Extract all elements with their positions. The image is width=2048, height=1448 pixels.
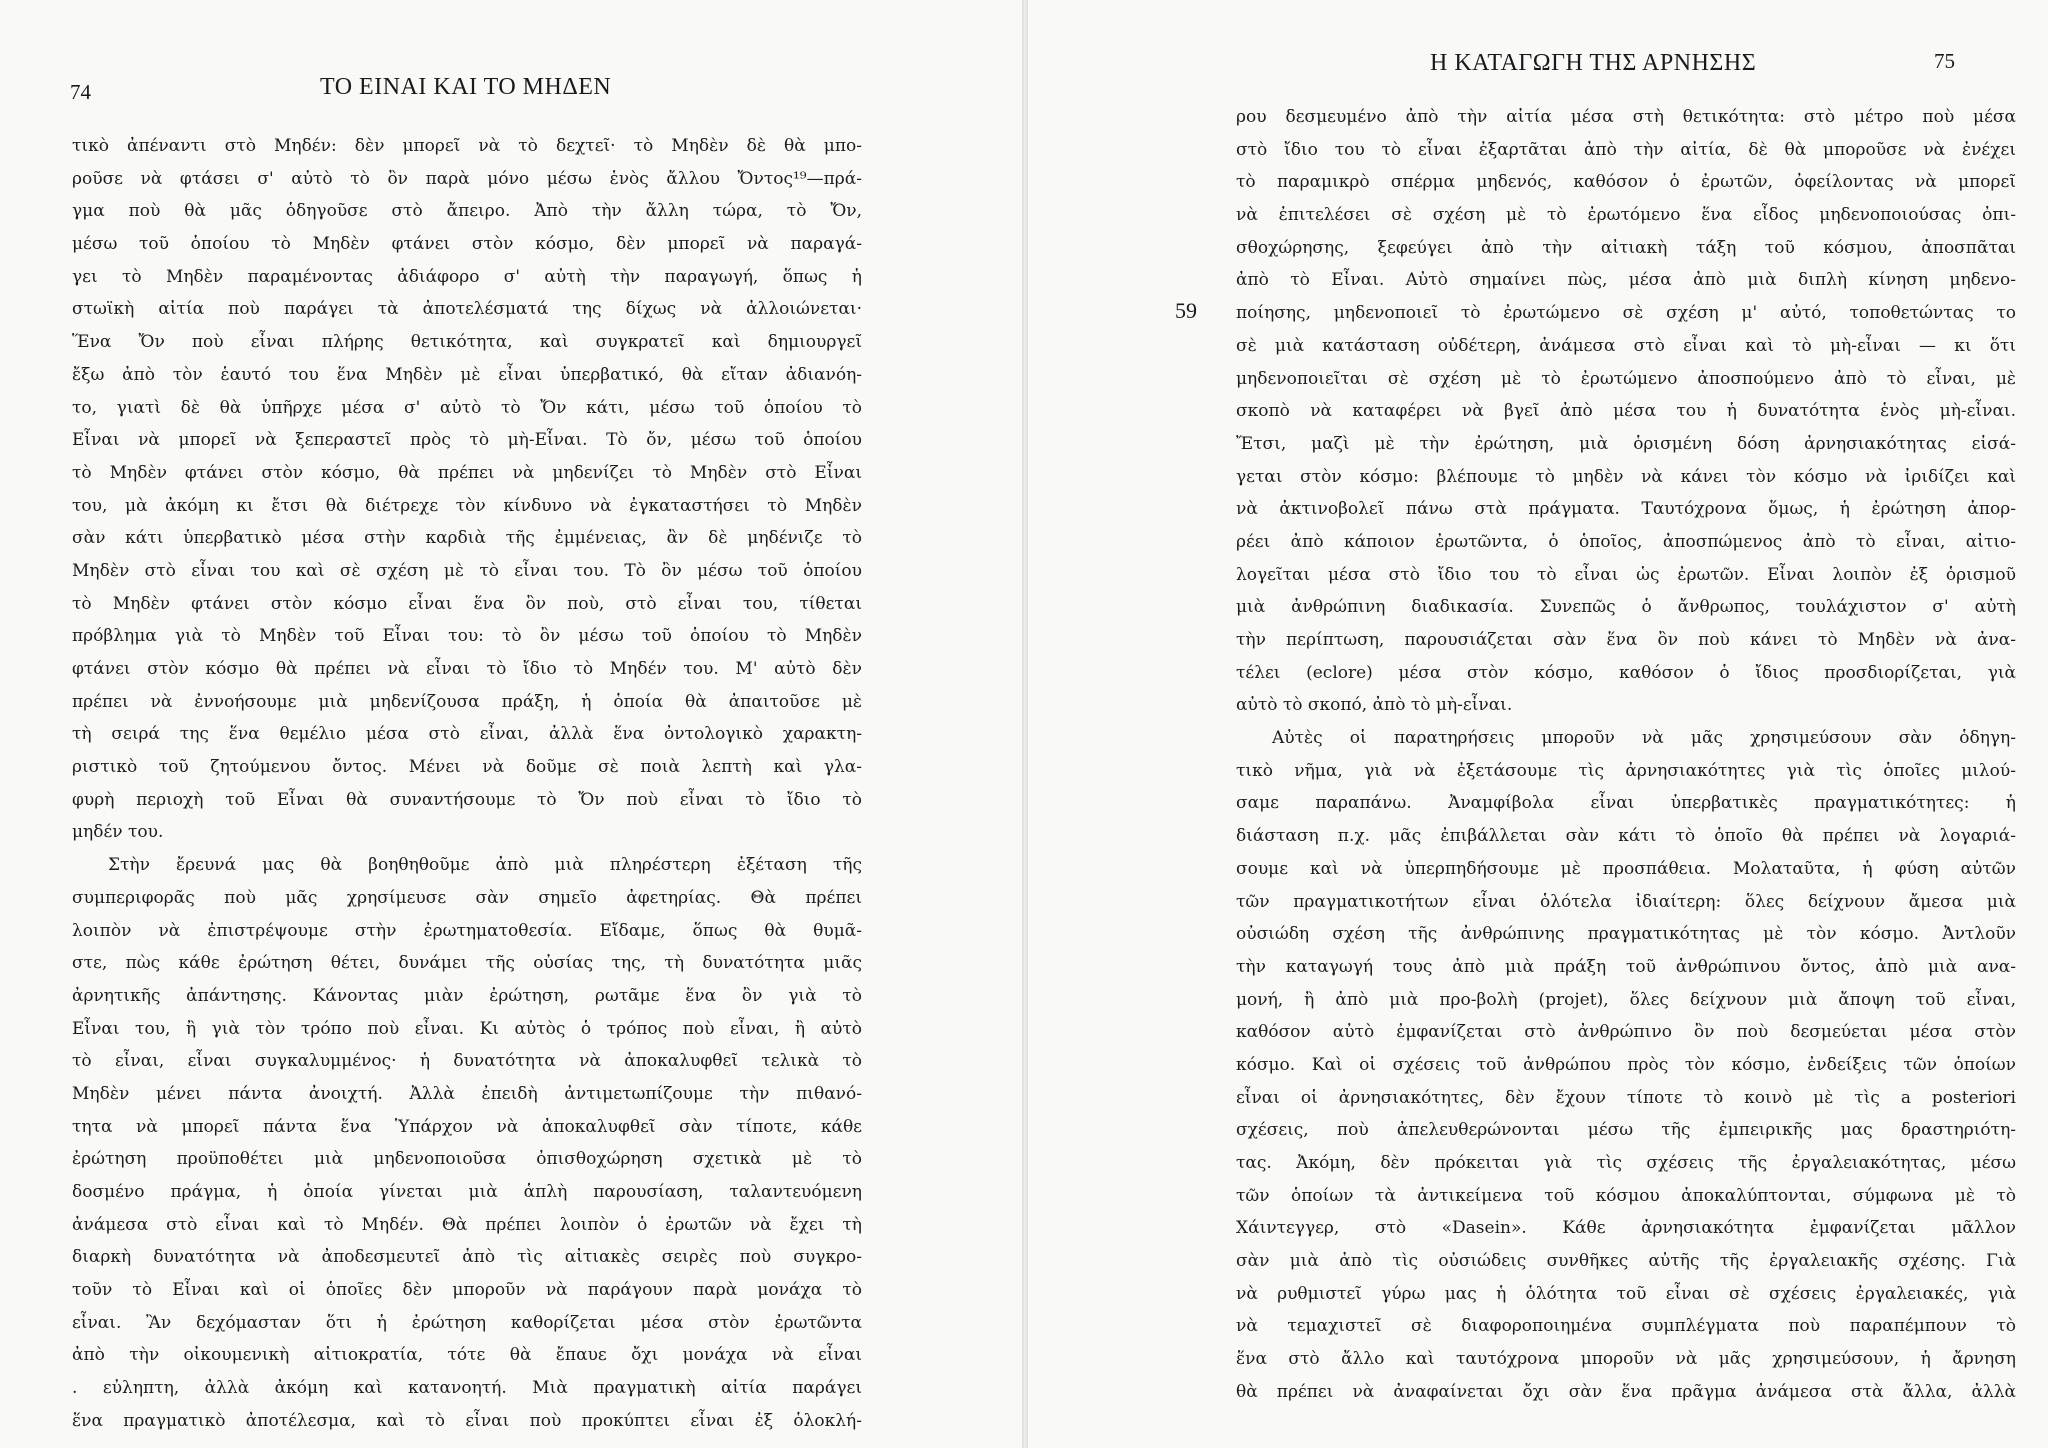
text-line: ροῦσε νὰ φτάσει σ' αὐτὸ τὸ ὂν παρὰ μόνο μέσω ἑνὸς ἄλλου Ὄντος¹⁹—πρά- [72,168,862,189]
text-line: μέσω τοῦ ὁποίου τὸ Μηδὲν φτάνει στὸν κόσμο, δὲν μπορεῖ νὰ παραγά- [72,234,862,255]
text-line: σὰν μιὰ ἀπὸ τὶς οὐσιώδεις συνθῆκες αὐτῆς τῆς ἐργαλειακῆς σχέσης. Γιὰ [1236,1251,2016,1272]
text-line: τὸ Μηδὲν φτάνει στὸν κόσμο εἶναι ἕνα ὂν ποὺ, στὸ εἶναι του, τίθεται [72,593,862,614]
text-line: μηδέν του. [72,822,164,843]
text-line: του, μὰ ἀκόμη κι ἔτσι θὰ διέτρεχε τὸν κίνδυνο νὰ ἐγκαταστήσει τὸ Μηδὲν [72,495,862,516]
text-line: τὸ παραμικρὸ σπέρμα μηδενός, καθόσον ὁ ἐρωτῶν, ὀφείλοντας νὰ μπορεῖ [1236,172,2016,193]
right-page [1034,0,2044,1448]
text-line: Ἔτσι, μαζὶ μὲ τὴν ἐρώτηση, μιὰ ὁρισμένη δόση ἀρνησιακότητας εἰσά- [1236,433,2016,454]
text-line: Ἕνα Ὄν ποὺ εἶναι πλήρης θετικότητα, καὶ συγκρατεῖ καὶ δημιουργεῖ [72,332,862,353]
text-line: ριστικὸ τοῦ ζητούμενου ὄντος. Μένει νὰ δοῦμε σὲ ποιὰ λεπτὴ καὶ γλα- [72,757,862,778]
text-line: ἀνάμεσα στὸ εἶναι καὶ τὸ Μηδέν. Θὰ πρέπει λοιπὸν ὁ ἐρωτῶν νὰ ἔχει τὴ [72,1214,862,1235]
page-number: 74 [70,80,91,104]
text-line: στε, πὼς κάθε ἐρώτηση θέτει, δυνάμει τῆς οὐσίας της, τὴ δυνατότητα μιᾶς [72,953,862,974]
text-line: τας. Ἀκόμη, δὲν πρόκειται γιὰ τὶς σχέσεις τῆς ἐργαλειακότητας, μέσω [1236,1153,2016,1173]
text-line: ἀπὸ τὴν οἰκουμενικὴ αἰτιοκρατία, τότε θὰ ἔπαυε ὄχι μονάχα νὰ εἶναι [72,1345,862,1366]
text-line: καθόσον αὐτὸ ἐμφανίζεται στὸ ἀνθρώπινο ὂν ποὺ δεσμεύεται μέσα στὸν [1236,1022,2016,1043]
text-line: ἐρώτηση προϋποθέτει μιὰ μηδενοποιοῦσα ὀπισθοχώρηση σχετικὰ μὲ τὸ [72,1149,862,1170]
text-line: νὰ ἀκτινοβολεῖ πάνω στὰ πράγματα. Ταυτόχρονα ὅμως, ἡ ἐρώτηση ἀπορ- [1236,499,2016,520]
text-line: εἶναι οἱ ἀρνησιακότητες, δὲν ἔχουν τίποτε τὸ κοινὸ μὲ τὶς a posteriori [1236,1087,2016,1108]
text-line: Μηδὲν μένει πάντα ἀνοιχτή. Ἀλλὰ ἐπειδὴ ἀντιμετωπίζουμε τὴν πιθανό- [72,1083,862,1104]
running-head: Η ΚΑΤΑΓΩΓΗ ΤΗΣ ΑΡΝΗΣΗΣ [1430,50,1757,76]
text-line: τικὸ νῆμα, γιὰ νὰ ἐξετάσουμε τὶς ἀρνησιακότητες γιὰ τὶς ὁποῖες μιλού- [1236,760,2016,781]
text-line: σθοχώρησης, ξεφεύγει ἀπὸ τὴν αἰτιακὴ τάξη τοῦ κόσμου, ἀποσπᾶται [1236,237,2016,258]
text-line: ἕνα στὸ ἄλλο καὶ ταυτόχρονα μποροῦν νὰ μᾶς χρησιμεύσουν, ἡ ἄρνηση [1236,1349,2016,1370]
text-line: στὸ ἴδιο του τὸ εἶναι ἐξαρτᾶται ἀπὸ τὴν αἰτία, δὲ θὰ μποροῦσε νὰ ἐνέχει [1236,139,2016,160]
text-line: Εἶναι του, ἢ γιὰ τὸν τρόπο ποὺ εἶναι. Κι αὐτὸς ὁ τρόπος ποὺ εἶναι, ἢ αὐτὸ [72,1018,862,1039]
text-line: νὰ τεμαχιστεῖ σὲ διαφοροποιημένα συμπλέγματα ποὺ παραπέμπουν τὸ [1236,1316,2016,1337]
text-line: ρου δεσμευμένο ἀπὸ τὴν αἰτία μέσα στὴ θετικότητα: στὸ μέτρο ποὺ μέσα [1236,107,2016,127]
text-line: Μηδὲν στὸ εἶναι του καὶ σὲ σχέση μὲ τὸ εἶναι του. Τὸ ὂν μέσω τοῦ ὁποίου [72,560,862,581]
text-line: τὸ εἶναι, εἶναι συγκαλυμμένος· ἡ δυνατότητα νὰ ἀποκαλυφθεῖ τελικὰ τὸ [72,1051,862,1072]
text-line: κόσμο. Καὶ οἱ σχέσεις τοῦ ἀνθρώπου πρὸς τὸν κόσμο, ἐνδείξεις τῶν ὁποίων [1236,1054,2016,1075]
text-line: θὰ πρέπει νὰ ἀναφαίνεται ὄχι σὰν ἕνα πρᾶγμα ἀνάμεσα στὰ ἄλλα, ἀλλὰ [1236,1381,2016,1402]
text-line: οὐσιώδη σχέση τῆς ἀνθρώπινης πραγματικότητας μὲ τὸν κόσμο. Ἀντλοῦν [1236,924,2016,945]
text-line: τῶν ὁποίων τὰ ἀντικείμενα τοῦ κόσμου ἀποκαλύπτονται, σύμφωνα μὲ τὸ [1236,1185,2016,1206]
text-line: τὴν περίπτωση, παρουσιάζεται σὰν ἕνα ὂν ποὺ κάνει τὸ Μηδὲν νὰ ἀνα- [1236,630,2016,650]
page-number: 75 [1934,49,1955,73]
running-head: ΤΟ ΕΙΝΑΙ ΚΑΙ ΤΟ ΜΗΔΕΝ [320,74,612,100]
text-line: . εὐληπτη, ἀλλὰ ἀκόμη καὶ κατανοητή. Μιὰ πραγματικὴ αἰτία παράγει [72,1378,862,1399]
text-line: πρόβλημα γιὰ τὸ Μηδὲν τοῦ Εἶναι του: τὸ ὂν μέσω τοῦ ὁποίου τὸ Μηδὲν [72,626,862,647]
text-line: γεται στὸν κόσμο: βλέπουμε τὸ μηδὲν νὰ κάνει τὸν κόσμο νὰ ἰριδίζει καὶ [1236,466,2016,487]
text-line: φτάνει στὸν κόσμο θὰ πρέπει νὰ εἶναι τὸ ἴδιο τὸ Μηδέν του. Μ' αὐτὸ δὲν [72,659,862,679]
text-line: αὐτὸ τὸ σκοπό, ἀπὸ τὸ μὴ-εἶναι. [1236,695,1513,716]
text-line: σχέσεις, ποὺ ἀπελευθερώνονται μέσω τῆς ἐμπειρικῆς μας δραστηριότη- [1236,1120,2016,1141]
text-line: Εἶναι νὰ μπορεῖ νὰ ξεπεραστεῖ πρὸς τὸ μὴ-Εἶναι. Τὸ ὄν, μέσω τοῦ ὁποίου [72,430,862,451]
body-text [1236,101,2016,1409]
text-line: λογεῖται μέσα στὸ ἴδιο του τὸ εἶναι ὡς ἐρωτῶν. Εἶναι λοιπὸν ἐξ ὁρισμοῦ [1236,564,2016,585]
text-line: τὸ Μηδὲν φτάνει στὸν κόσμο, θὰ πρέπει νὰ μηδενίζει τὸ Μηδὲν στὸ Εἶναι [72,462,862,483]
text-line: συμπεριφορᾶς ποὺ μᾶς χρησίμευσε σὰν σημεῖο ἀφετηρίας. Θὰ πρέπει [72,887,862,908]
text-line: νὰ ἐπιτελέσει σὲ σχέση μὲ τὸ ἐρωτόμενο ἕνα εἶδος μηδενοποιούσας ὀπι- [1236,205,2016,226]
text-line: πρέπει νὰ ἐννοήσουμε μιὰ μηδενίζουσα πράξη, ἡ ὁποία θὰ ἀπαιτοῦσε μὲ [72,691,862,712]
text-line: ρέει ἀπὸ κάποιον ἐρωτῶντα, ὁ ὁποῖος, ἀποσπώμενος ἀπὸ τὸ εἶναι, αἰτιο- [1236,531,2016,552]
text-line: Χάιντεγγερ, στὸ «Dasein». Κάθε ἀρνησιακότητα ἐμφανίζεται μᾶλλον [1236,1218,2016,1239]
text-line: Αὐτὲς οἱ παρατηρήσεις μποροῦν νὰ μᾶς χρησιμεύσουν σὰν ὁδηγη- [1272,728,2016,749]
text-line: τέλει (eclore) μέσα στὸν κόσμο, καθόσον ὁ ἴδιος προσδιορίζεται, γιὰ [1236,662,2016,683]
text-line: Στὴν ἔρευνά μας θὰ βοηθηθοῦμε ἀπὸ μιὰ πληρέστερη ἐξέταση τῆς [108,855,862,876]
text-line: σὰν κάτι ὑπερβατικὸ μέσα στὴν καρδιὰ τῆς ἐμμένειας, ἂν δὲ μηδένιζε τὸ [72,528,862,549]
book-gutter [1022,0,1028,1448]
text-line: ποίησης, μηδενοποιεῖ τὸ ἐρωτώμενο σὲ σχέση μ' αὐτό, τοποθετώντας το [1236,303,2016,324]
text-line: γμα ποὺ θὰ μᾶς ὁδηγοῦσε στὸ ἄπειρο. Ἀπὸ τὴν ἄλλη τώρα, τὸ Ὄν, [72,201,862,222]
text-line: νὰ ρυθμιστεῖ γύρω μας ἡ ὁλότητα τοῦ εἶναι σὲ σχέσεις ἐργαλειακές, γιὰ [1236,1283,2016,1304]
text-line: γει τὸ Μηδὲν παραμένοντας ἀδιάφορο σ' αὐτὴ τὴν παραγωγή, ὅπως ἡ [72,266,862,287]
text-line: σκοπὸ νὰ καταφέρει νὰ βγεῖ ἀπὸ μέσα του ἡ δυνατότητα ἑνὸς μὴ-εἶναι. [1236,401,2016,422]
text-line: στωϊκὴ αἰτία ποὺ παράγει τὰ ἀποτελέσματά της δίχως νὰ ἀλλοιώνεται· [72,299,862,320]
text-line: ἀπὸ τὸ Εἶναι. Αὐτὸ σημαίνει πὼς, μέσα ἀπὸ μιὰ διπλὴ κίνηση μηδενο- [1236,270,2016,291]
text-line: το, γιατὶ δὲ θὰ ὑπῆρχε μέσα σ' αὐτὸ τὸ Ὄν κάτι, μέσω τοῦ ὁποίου τὸ [72,397,862,418]
text-line: φυρὴ περιοχὴ τοῦ Εἶναι θὰ συναντήσουμε τὸ Ὄν ποὺ εἶναι τὸ ἴδιο τὸ [72,789,862,810]
text-line: τῶν πραγματικοτήτων εἶναι ὁλότελα ἰδιαίτερη: ὅλες δείχνουν ἄμεσα μιὰ [1236,891,2016,912]
text-line: μονή, ἢ ἀπὸ μιὰ προ-βολὴ (projet), ὅλες δείχνουν μιὰ ἄποψη τοῦ εἶναι, [1236,989,2016,1010]
margin-reference-number: 59 [1175,298,1197,323]
text-line: τὴ σειρά της ἕνα θεμέλιο μέσα στὸ εἶναι, ἀλλὰ ἕνα ὀντολογικὸ χαρακτη- [72,724,862,745]
text-line: σαμε παραπάνω. Ἀναμφίβολα εἶναι ὑπερβατικὲς πραγματικότητες: ἡ [1236,793,2016,814]
text-line: μιὰ ἀνθρώπινη διαδικασία. Συνεπῶς ὁ ἄνθρωπος, τουλάχιστον σ' αὐτὴ [1236,597,2016,618]
text-line: ἀρνητικῆς ἀπάντησης. Κάνοντας μιὰν ἐρώτηση, ρωτᾶμε ἕνα ὂν γιὰ τὸ [72,985,862,1006]
text-line: σὲ μιὰ κατάσταση οὐδέτερη, ἀνάμεσα στὸ εἶναι καὶ τὸ μὴ-εἶναι — κι ὅτι [1236,335,2016,356]
text-line: τητα νὰ μπορεῖ πάντα ἕνα Ὑπάρχον νὰ ἀποκαλυφθεῖ σὰν τίποτε, κάθε [72,1116,862,1137]
text-line: λοιπὸν νὰ ἐπιστρέψουμε στὴν ἐρωτηματοθεσία. Εἴδαμε, ὅπως θὰ θυμᾶ- [72,920,862,941]
text-line: ἔξω ἀπὸ τὸν ἑαυτό του ἕνα Μηδὲν μὲ εἶναι ὑπερβατικό, θὰ εἴταν ἀδιανόη- [72,364,862,385]
text-line: τὴν καταγωγή τους ἀπὸ μιὰ πράξη τοῦ ἀνθρώπινου ὄντος, ἀπὸ μιὰ ανα- [1236,956,2016,977]
text-line: ἕνα πραγματικὸ ἀποτέλεσμα, καὶ τὸ εἶναι ποὺ προκύπτει εἶναι ἐξ ὁλοκλή- [72,1410,862,1431]
left-page [0,0,1010,1448]
body-text [72,130,862,1438]
text-line: τοῦν τὸ Εἶναι καὶ οἱ ὁποῖες δὲν μποροῦν νὰ παράγουν παρὰ μονάχα τὸ [72,1280,862,1301]
text-line: σουμε καὶ νὰ ὑπερπηδήσουμε μὲ προσπάθεια. Μολαταῦτα, ἡ φύση αὐτῶν [1236,858,2016,879]
text-line: διάσταση π.χ. μᾶς ἐπιβάλλεται σὰν κάτι τὸ ὁποῖο θὰ πρέπει νὰ λογαριά- [1236,826,2016,847]
text-line: τικὸ ἀπέναντι στὸ Μηδέν: δὲν μπορεῖ νὰ τὸ δεχτεῖ· τὸ Μηδὲν δὲ θὰ μπο- [72,136,862,156]
text-line: διαρκὴ δυνατότητα νὰ ἀποδεσμευτεῖ ἀπὸ τὶς αἰτιακὲς σειρὲς ποὺ συγκρο- [72,1247,862,1268]
text-line: εἶναι. Ἂν δεχόμασταν ὅτι ἡ ἐρώτηση καθορίζεται μέσα στὸν ἐρωτῶντα [72,1312,862,1333]
text-line: δοσμένο πράγμα, ἡ ὁποία γίνεται μιὰ ἁπλὴ παρουσίαση, ταλαντευόμενη [72,1182,862,1202]
text-line: μηδενοποιεῖται σὲ σχέση μὲ τὸ ἐρωτώμενο ἀποσπούμενο ἀπὸ τὸ εἶναι, μὲ [1236,368,2016,389]
